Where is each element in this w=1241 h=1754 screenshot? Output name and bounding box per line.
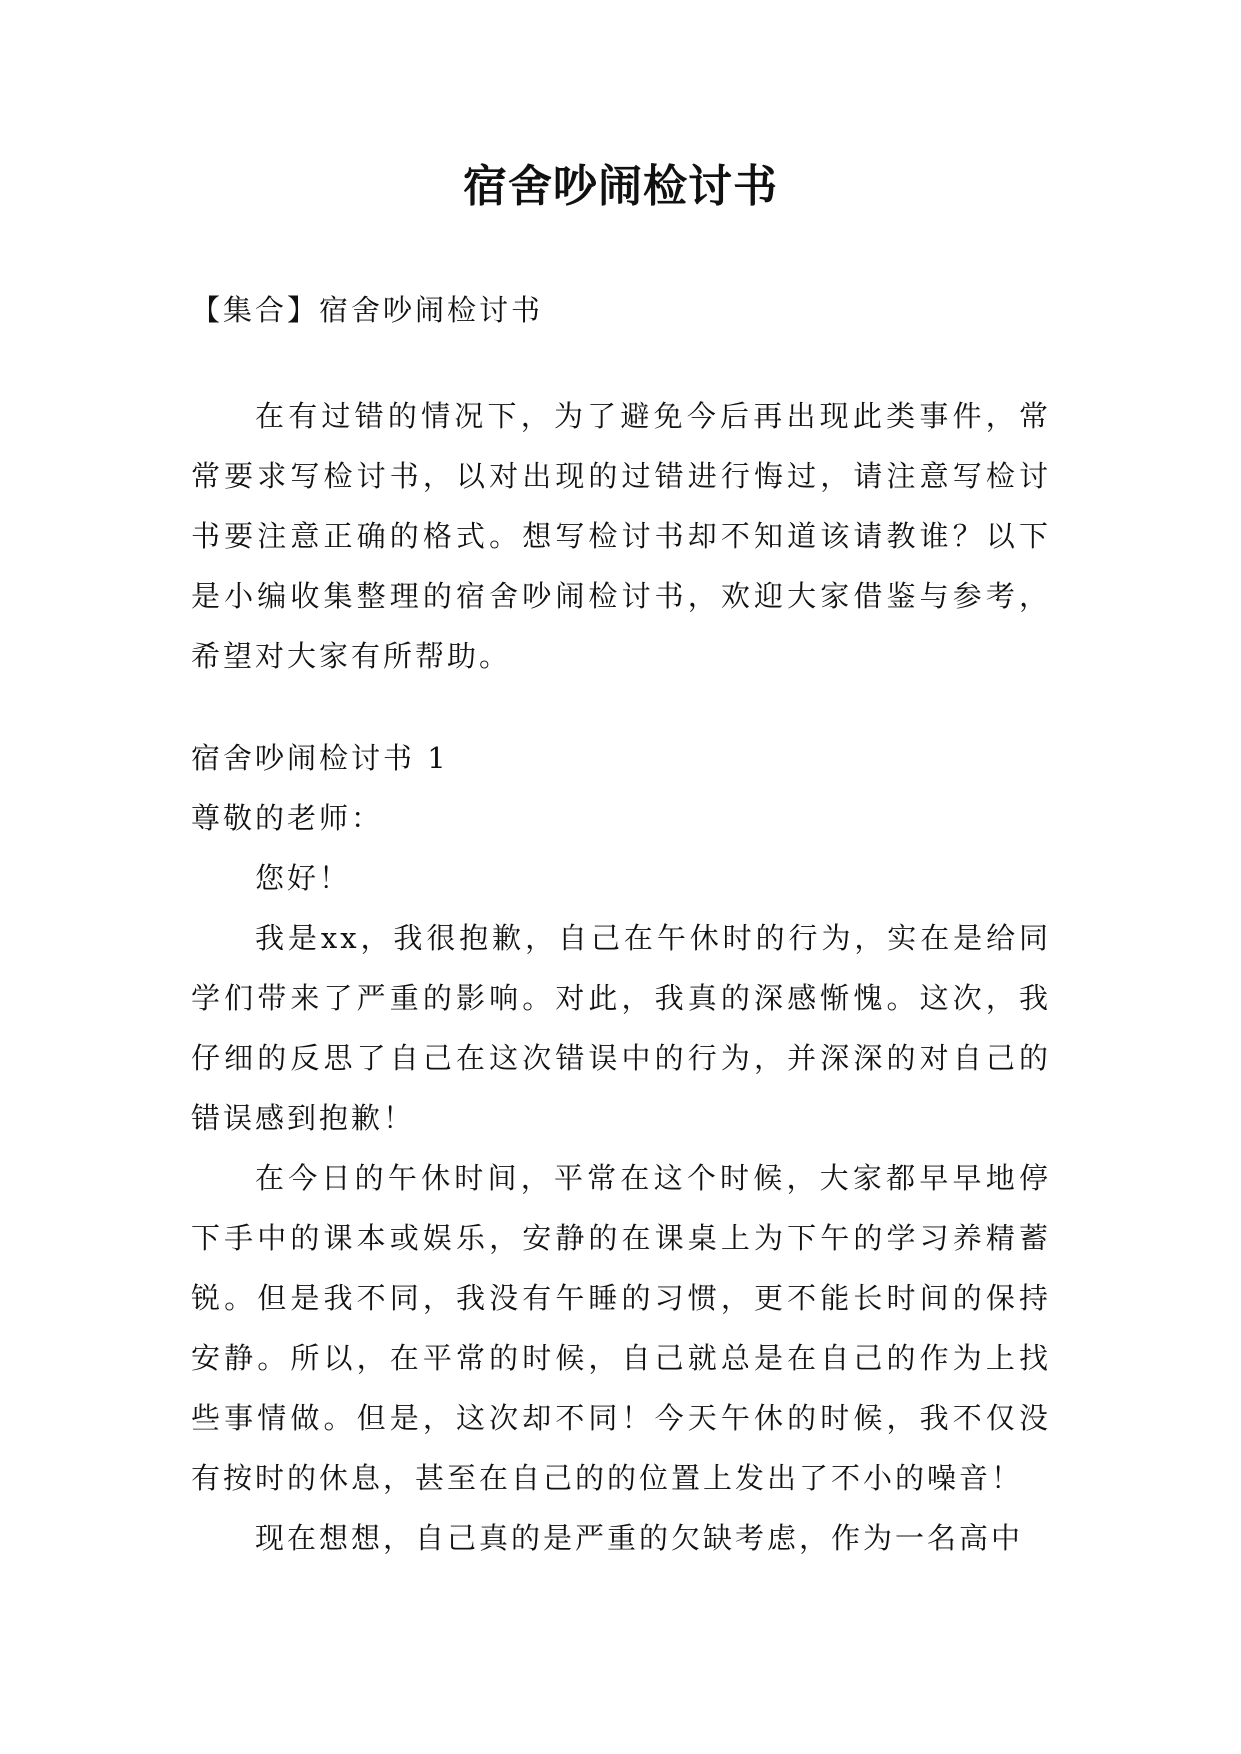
- body-paragraph-1: 我是xx，我很抱歉，自己在午休时的行为，实在是给同学们带来了严重的影响。对此，我真的深感惭愧。这次，我仔细的反思了自己在这次错误中的行为，并深深的对自己的错误感到抱歉！: [191, 921, 1051, 1135]
- body-paragraph-2: 在今日的午休时间，平常在这个时候，大家都早早地停下手中的课本或娱乐，安静的在课桌上为下午的学习养精蓄锐。但是我不同，我没有午睡的习惯，更不能长时间的保持安静。所以，在平常的时候，自己就总是在自己的作为上找些事情做。但是，这次却不同！今天午休的时候，我不仅没有按时的休息，甚至在自己的的位置上发出了不小的噪音！: [191, 1161, 1051, 1495]
- collection-subtitle: 【集合】宿舍吵闹检讨书: [191, 293, 544, 327]
- document-body: [191, 280, 1051, 1568]
- intro-paragraph: 在有过错的情况下，为了避免今后再出现此类事件，常常要求写检讨书，以对出现的过错进行悔过，请注意写检讨书要注意正确的格式。想写检讨书却不知道该请教谁？以下是小编收集整理的宿舍吵闹检讨书，欢迎大家借鉴与参考，希望对大家有所帮助。: [191, 399, 1051, 673]
- salutation: 尊敬的老师：: [191, 801, 384, 835]
- body-paragraph-3: 现在想想，自己真的是严重的欠缺考虑，作为一名高中: [255, 1521, 1024, 1555]
- document-title: 宿舍吵闹检讨书: [463, 161, 778, 212]
- section-title: 宿舍吵闹检讨书 1: [191, 741, 449, 775]
- greeting: 您好！: [255, 861, 352, 895]
